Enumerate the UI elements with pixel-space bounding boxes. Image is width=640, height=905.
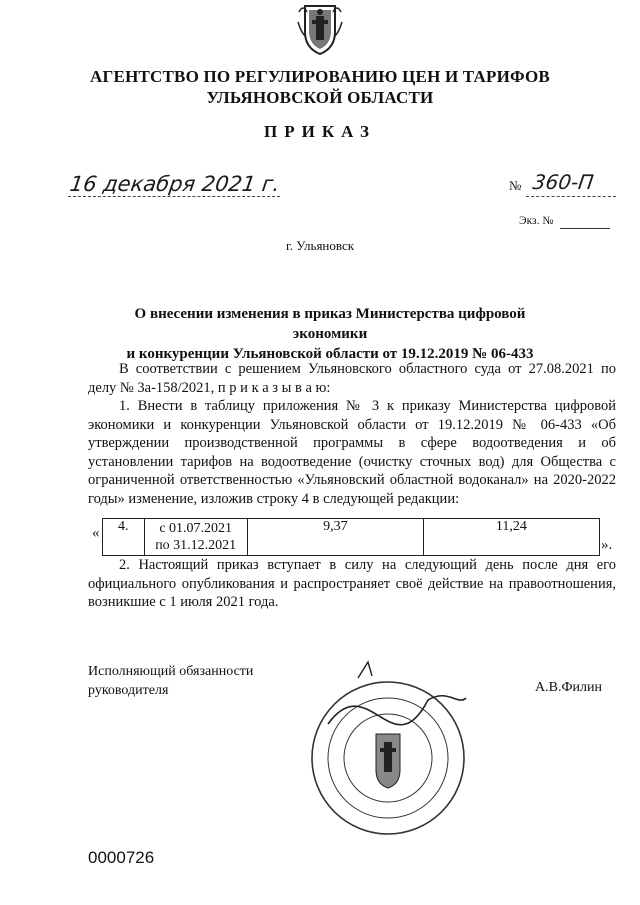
subject-line1: О внесении изменения в приказ Министерства цифровой экономики <box>134 306 526 342</box>
city-name: г. Ульяновск <box>285 238 355 253</box>
value-cell-1: 9,37 <box>247 519 423 556</box>
signatory-title-line1: Исполняющий обязанности <box>88 664 254 679</box>
subject-line2: и конкуренции Ульяновской области от 19.12.2019 № 06-433 <box>126 346 534 362</box>
paragraph-preamble: В соответствии с решением Ульяновского областного суда от 27.08.2021 по делу № 3а-158/2021, п р и к а з ы в а ю: <box>88 361 616 396</box>
agency-name-line2: УЛЬЯНОВСКОЙ ОБЛАСТИ <box>206 88 434 107</box>
redaction-table <box>102 518 600 556</box>
period-from: с 01.07.2021 <box>159 521 233 536</box>
period-to: по 31.12.2021 <box>155 538 237 553</box>
handwritten-date: 16 декабря 2021 г. <box>68 172 282 196</box>
order-number-underline <box>526 196 616 197</box>
copy-number-blank <box>560 228 610 229</box>
date-underline <box>68 196 280 197</box>
official-seal-stamp <box>298 658 478 838</box>
agency-name-line1: АГЕНТСТВО ПО РЕГУЛИРОВАНИЮ ЦЕН И ТАРИФОВ <box>90 67 550 86</box>
signatory-title <box>88 662 253 700</box>
paragraph-item-2: 2. Настоящий приказ вступает в силу на следующий день после дня его официального опубликования и распространяет своё действие на правоотношения, возникшие с 1 июля 2021 года. <box>88 557 616 610</box>
order-subject <box>100 304 560 364</box>
row-number-cell: 4. <box>103 519 145 556</box>
handwritten-order-number: 360-П <box>531 170 596 194</box>
coat-of-arms-icon <box>297 2 343 56</box>
order-number-label: № <box>509 178 522 193</box>
table-quote-open: « <box>92 525 100 541</box>
period-cell <box>144 519 247 556</box>
copy-number-label: Экз. № <box>519 215 554 227</box>
paragraph-item-1: 1. Внести в таблицу приложения № 3 к приказу Министерства цифровой экономики и конкуренции Ульяновской области от 19.12.2019 № 06-433 «Об утверждении производственной программы в сфере водоотведения и об установлении тарифов на водоотведение (очистку сточных вод) для Общества с ограниченной ответственностью «Ульяновский областной водоканал» на 2020-2022 годы» изменение, изложив строку 4 в следующей редакции: <box>88 398 616 507</box>
document-type-title: ПРИКАЗ <box>264 122 376 141</box>
signatory-name: А.В.Филин <box>535 680 602 695</box>
value-cell-2: 11,24 <box>423 519 599 556</box>
table-quote-close: ». <box>601 537 613 553</box>
signatory-title-line2: руководителя <box>88 683 169 698</box>
table-row <box>103 519 600 556</box>
registry-number: 0000726 <box>88 848 155 867</box>
